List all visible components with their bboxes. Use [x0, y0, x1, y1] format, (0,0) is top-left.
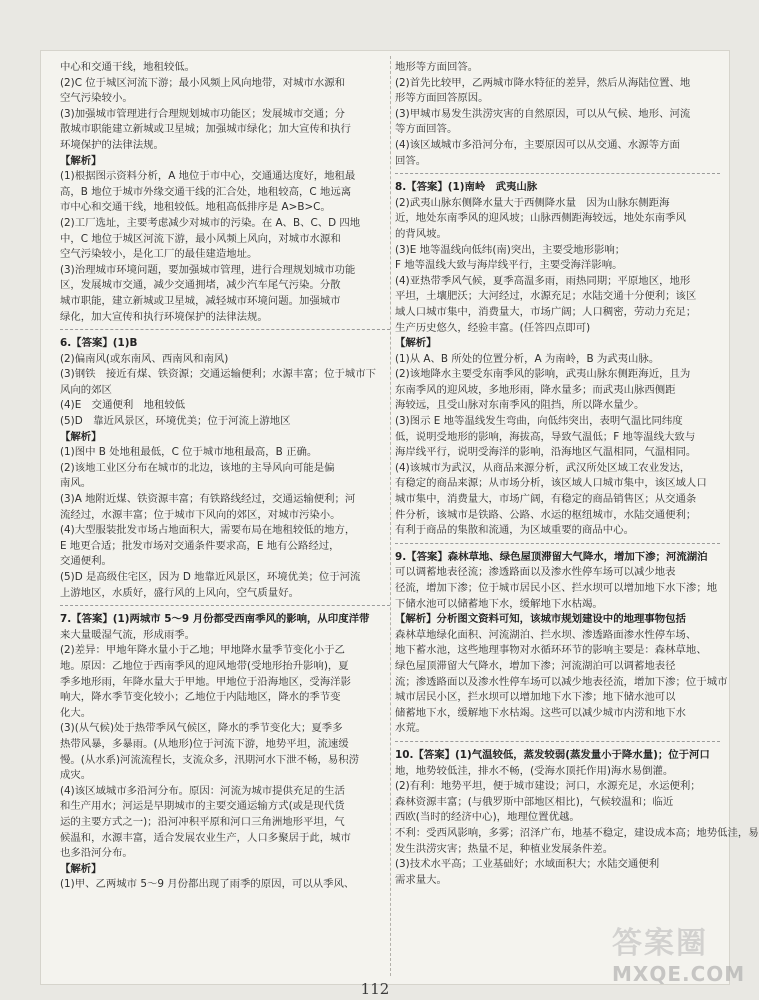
- left-text-line: 【解析】: [60, 154, 102, 167]
- left-section-divider: [60, 329, 390, 330]
- left-text-line: 【解析】: [60, 430, 102, 443]
- left-text-line: 区，发展城市交通，减少交通拥堵，减少汽车尾气污染。分散: [60, 279, 341, 292]
- right-text-line: (2)首先比较甲，乙两城市降水特征的差异，然后从海陆位置、地: [395, 76, 691, 89]
- right-text-line: (2)有利：地势平坦，便于城市建设；河口，水源充足，水运便利；: [395, 780, 701, 793]
- left-text-line: (4)大型服装批发市场占地面积大，需要布局在地租较低的地方，: [60, 524, 356, 537]
- right-text-line: (2)武夷山脉东侧降水量大于西侧降水量 因为山脉东侧距海: [395, 196, 670, 209]
- right-text-line: 森林草地绿化面积、河流湖泊、拦水坝、渗透路面渗水性停车场、: [395, 628, 697, 641]
- left-text-line: 空气污染较小。: [60, 92, 133, 105]
- right-text-line: 可以调蓄地表径流；渗透路面以及渗水性停车场可以减少地表: [395, 566, 676, 579]
- right-section-divider: [395, 173, 720, 174]
- right-text-line: 径流，增加下渗；位于城市居民小区、拦水坝可以增加地下水下渗；地: [395, 582, 718, 594]
- right-text-line: 海岸线平行，说明受海洋的影响，沿海地区气温相同，气温相同。: [395, 446, 697, 459]
- left-text-line: (3)A 地附近煤、铁资源丰富；有铁路线经过，交通运输便利；河: [60, 493, 356, 506]
- left-text-line: (3)加强城市管理进行合理规划城市功能区；发展城市交通；分: [60, 107, 345, 120]
- right-text-line: 城市集中，消费量大，市场广阔，有稳定的商品销售区；从交通条: [395, 493, 697, 506]
- left-text-line: 来大量暖湿气流，形成雨季。: [60, 628, 196, 641]
- left-text-line: 热带风暴，多暴雨。(从地形)位于河流下游，地势平坦，流速缓: [60, 737, 349, 750]
- right-text-line: 平坦，土壤肥沃；大河经过，水源充足；水陆交通十分便利；该区: [395, 290, 697, 303]
- left-text-line: 和生产用水；河运是早期城市的主要交通运输方式(或是现代货: [60, 800, 345, 813]
- right-text-line: 有稳定的商品来源；从市场分析，该区域人口城市集中，该区域人口: [395, 477, 707, 490]
- right-text-line: 【解析】分析图文资料可知，该城市规划建设中的地理事物包括: [395, 613, 686, 626]
- left-text-line: 市中心和交通干线，地租较低。地租高低排序是 A>B>C。: [60, 201, 331, 214]
- left-text-line: (5)D 靠近风景区，环境优美；位于河流上游地区: [60, 415, 291, 428]
- right-text-line: 件分析，该城市是铁路、公路、水运的枢纽城市，水陆交通便利；: [395, 508, 697, 521]
- left-text-line: (3)治理城市环境问题，要加强城市管理，进行合理规划城市功能: [60, 263, 356, 276]
- right-text-line: 地，地势较低洼，排水不畅，(受海水顶托作用)海水易倒灌。: [395, 764, 674, 777]
- right-text-line: 东南季风的迎风坡，多地形雨，降水量多；而武夷山脉西侧距: [395, 383, 676, 396]
- right-text-line: (2)该地降水主要受东南季风的影响，武夷山脉东侧距海近，且为: [395, 368, 691, 381]
- column-divider: [390, 56, 391, 976]
- left-text-line: 7.【答案】(1)两城市 5～9 月份都受西南季风的影响，从印度洋带: [60, 613, 370, 626]
- right-text-line: (4)该区域城市多沿河分布，主要原因可以从交通、水源等方面: [395, 138, 680, 151]
- left-text-line: E 地更合适；批发市场对交通条件要求高，E 地有公路经过，: [60, 539, 340, 552]
- left-text-line: (1)甲、乙两城市 5～9 月份都出现了雨季的原因，可以从季风、: [60, 878, 355, 891]
- left-text-line: 6.【答案】(1)B: [60, 337, 138, 350]
- left-text-line: 季多地形雨，年降水量大于甲地。甲地位于沿海地区，受海洋影: [60, 675, 351, 688]
- left-text-line: 高，B 地位于城市外缘交通干线的汇合处，地租较高，C 地远离: [60, 185, 352, 198]
- left-text-line: 环境保护的法律法规。: [60, 138, 164, 151]
- right-text-line: 生产历史悠久，经验丰富。(任答四点即可): [395, 321, 591, 334]
- left-text-line: (3)(从气候)处于热带季风气候区，降水的季节变化大；夏季多: [60, 722, 343, 735]
- right-text-line: 低，说明受地形的影响，海拔高，导致气温低；F 地等温线大致与: [395, 430, 696, 443]
- left-text-line: 散城市职能建立新城或卫星城；加强城市绿化；加大宣传和执行: [60, 123, 351, 136]
- right-text-line: (4)亚热带季风气候，夏季高温多雨，雨热同期；平原地区，地形: [395, 274, 691, 287]
- right-text-line: 不利：受西风影响，多雾；沼泽广布，地基不稳定，建设成本高；地势低洼，易: [395, 826, 759, 839]
- watermark-logo-text: 答案圈: [612, 926, 708, 961]
- left-text-line: 化大。: [60, 706, 92, 719]
- left-text-line: (2)该地工业区分布在城市的北边，该地的主导风向可能是偏: [60, 461, 335, 474]
- right-text-line: 地形等方面回答。: [395, 61, 479, 73]
- left-text-line: (2)偏南风(或东南风、西南风和南风): [60, 352, 229, 365]
- right-text-line: 8.【答案】(1)南岭 武夷山脉: [395, 181, 538, 194]
- right-text-line: 【解析】: [395, 337, 437, 350]
- right-text-line: 西欧(当时的经济中心)，地理位置优越。: [395, 811, 580, 824]
- left-text-line: 中心和交通干线，地租较低。: [60, 61, 196, 73]
- left-text-line: (2)C 位于城区河流下游；最小风频上风向地带，对城市水源和: [60, 76, 346, 89]
- right-text-line: 流；渗透路面以及渗水性停车场可以减少地表径流，增加下渗；位于城市: [395, 675, 728, 688]
- right-text-line: (1)从 A、B 所处的位置分析，A 为南岭，B 为武夷山脉。: [395, 352, 660, 365]
- right-text-line: 地下蓄水池，这些地理事物对水循环环节的影响主要是：森林草地、: [395, 644, 707, 657]
- right-text-line: F 地等温线大致与海岸线平行，主要受海洋影响。: [395, 259, 623, 272]
- left-text-line: 响大，降水季节变化较小；乙地位于内陆地区，降水的季节变: [60, 691, 341, 704]
- left-text-line: 慢。(从水系)河流流程长，支流众多，汛期河水下泄不畅，易积涝: [60, 753, 360, 766]
- right-text-line: 等方面回答。: [395, 123, 458, 136]
- left-text-line: 空气污染较小，是化工厂的最佳建造地址。: [60, 248, 258, 261]
- right-text-line: (4)该城市为武汉，从商品来源分析，武汉所处区域工农业发达，: [395, 461, 691, 474]
- page-number: 112: [360, 980, 390, 998]
- left-column: [60, 60, 390, 893]
- left-text-line: (4)该区域城市多沿河分布。原因：河流为城市提供充足的生活: [60, 784, 345, 797]
- left-text-line: (2)工厂选址，主要考虑减少对城市的污染。在 A、B、C、D 四地: [60, 216, 361, 229]
- right-text-line: 回答。: [395, 154, 427, 167]
- right-text-line: 形等方面回答原因。: [395, 92, 489, 105]
- left-text-line: 流经过，水源丰富；位于城市下风向的郊区，对城市污染小。: [60, 508, 341, 521]
- left-text-line: 南风。: [60, 477, 92, 490]
- right-text-line: (3)图示 E 地等温线发生弯曲，向低纬突出，表明气温比同纬度: [395, 415, 683, 428]
- right-text-line: 储蓄地下水，缓解地下水枯竭。这些可以减少城市内涝和地下水: [395, 706, 686, 719]
- left-text-line: 地。原因：乙地位于西南季风的迎风地带(受地形抬升影响)，夏: [60, 659, 349, 672]
- left-text-line: 运的主要方式之一)；沿河冲积平原和河口三角洲地形平坦，气: [60, 815, 345, 828]
- right-text-line: 森林资源丰富；(与俄罗斯中部地区相比)，气候较温和；临近: [395, 795, 674, 808]
- right-text-line: (3)甲城市易发生洪涝灾害的自然原因，可以从气候、地形、河流: [395, 107, 691, 120]
- left-text-line: 中，C 地位于城区河流下游，最小风频上风向，对城市水源和: [60, 232, 341, 245]
- left-text-line: (1)图中 B 处地租最低，C 位于城市地租最高，B 正确。: [60, 446, 318, 459]
- right-text-line: 下储水池可以储蓄地下水，缓解地下水枯竭。: [395, 597, 603, 610]
- right-section-divider: [395, 741, 720, 742]
- right-text-line: 发生洪涝灾害；热量不足，种植业发展条件差。: [395, 842, 614, 855]
- right-text-line: 有利于商品的集散和流通，为区域重要的商品中心。: [395, 524, 634, 537]
- right-text-line: 10.【答案】(1)气温较低，蒸发较弱(蒸发量小于降水量)；位于河口: [395, 748, 710, 761]
- left-text-line: 绿化，加大宣传和执行环境保护的法律法规。: [60, 310, 268, 323]
- left-text-line: 城市职能，建立新城或卫星城，减轻城市环境问题。加强城市: [60, 294, 341, 307]
- left-text-line: 风向的郊区: [60, 383, 112, 396]
- left-text-line: 交通便利。: [60, 555, 112, 568]
- site-watermark: [612, 918, 746, 996]
- right-column: [395, 60, 759, 888]
- textbook-page: [40, 50, 759, 985]
- right-text-line: 的背风坡。: [395, 227, 447, 240]
- left-text-line: 上游地区，水质好，盛行风的上风向，空气质量好。: [60, 586, 299, 599]
- left-section-divider: [60, 605, 390, 606]
- right-text-line: 9.【答案】森林草地、绿色屋顶滞留大气降水，增加下渗；河流湖泊: [395, 550, 708, 563]
- right-text-line: 需求量大。: [395, 873, 447, 886]
- left-text-line: (1)根据图示资料分析，A 地位于市中心，交通通达度好，地租最: [60, 170, 356, 183]
- right-text-line: (3)E 地等温线向低纬(南)突出，主要受地形影响；: [395, 243, 626, 256]
- left-text-line: (3)钢铁 接近有煤、铁资源；交通运输便利；水源丰富；位于城市下: [60, 368, 377, 381]
- right-text-line: 绿色屋顶滞留大气降水，增加下渗；河流湖泊可以调蓄地表径: [395, 659, 676, 672]
- left-text-line: (5)D 是高级住宅区，因为 D 地靠近风景区，环境优美；位于河流: [60, 571, 361, 583]
- left-text-line: (4)E 交通便利 地租较低: [60, 399, 186, 412]
- right-text-line: 域人口城市集中，消费量大，市场广阔；人口稠密，劳动力充足；: [395, 305, 697, 318]
- right-text-line: 城市居民小区，拦水坝可以增加地下水下渗；地下储水池可以: [395, 691, 676, 704]
- right-text-line: 近，地处东南季风的迎风坡；山脉西侧距海较远，地处东南季风: [395, 212, 686, 225]
- right-text-line: (3)技术水平高；工业基础好；水域面积大；水陆交通便利: [395, 858, 660, 871]
- watermark-url: MXQE.COM: [612, 962, 746, 986]
- left-text-line: 也多沿河分布。: [60, 847, 133, 860]
- left-text-line: (2)差异：甲地年降水量小于乙地；甲地降水量季节变化小于乙: [60, 644, 345, 657]
- left-text-line: 成灾。: [60, 769, 92, 782]
- right-text-line: 水荒。: [395, 722, 427, 735]
- right-section-divider: [395, 543, 720, 544]
- left-text-line: 【解析】: [60, 862, 102, 875]
- left-text-line: 候温和，水源丰富，适合发展农业生产，人口多聚居于此，城市: [60, 831, 351, 844]
- right-text-line: 海较远，且受山脉对东南季风的阻挡，所以降水量少。: [395, 399, 645, 412]
